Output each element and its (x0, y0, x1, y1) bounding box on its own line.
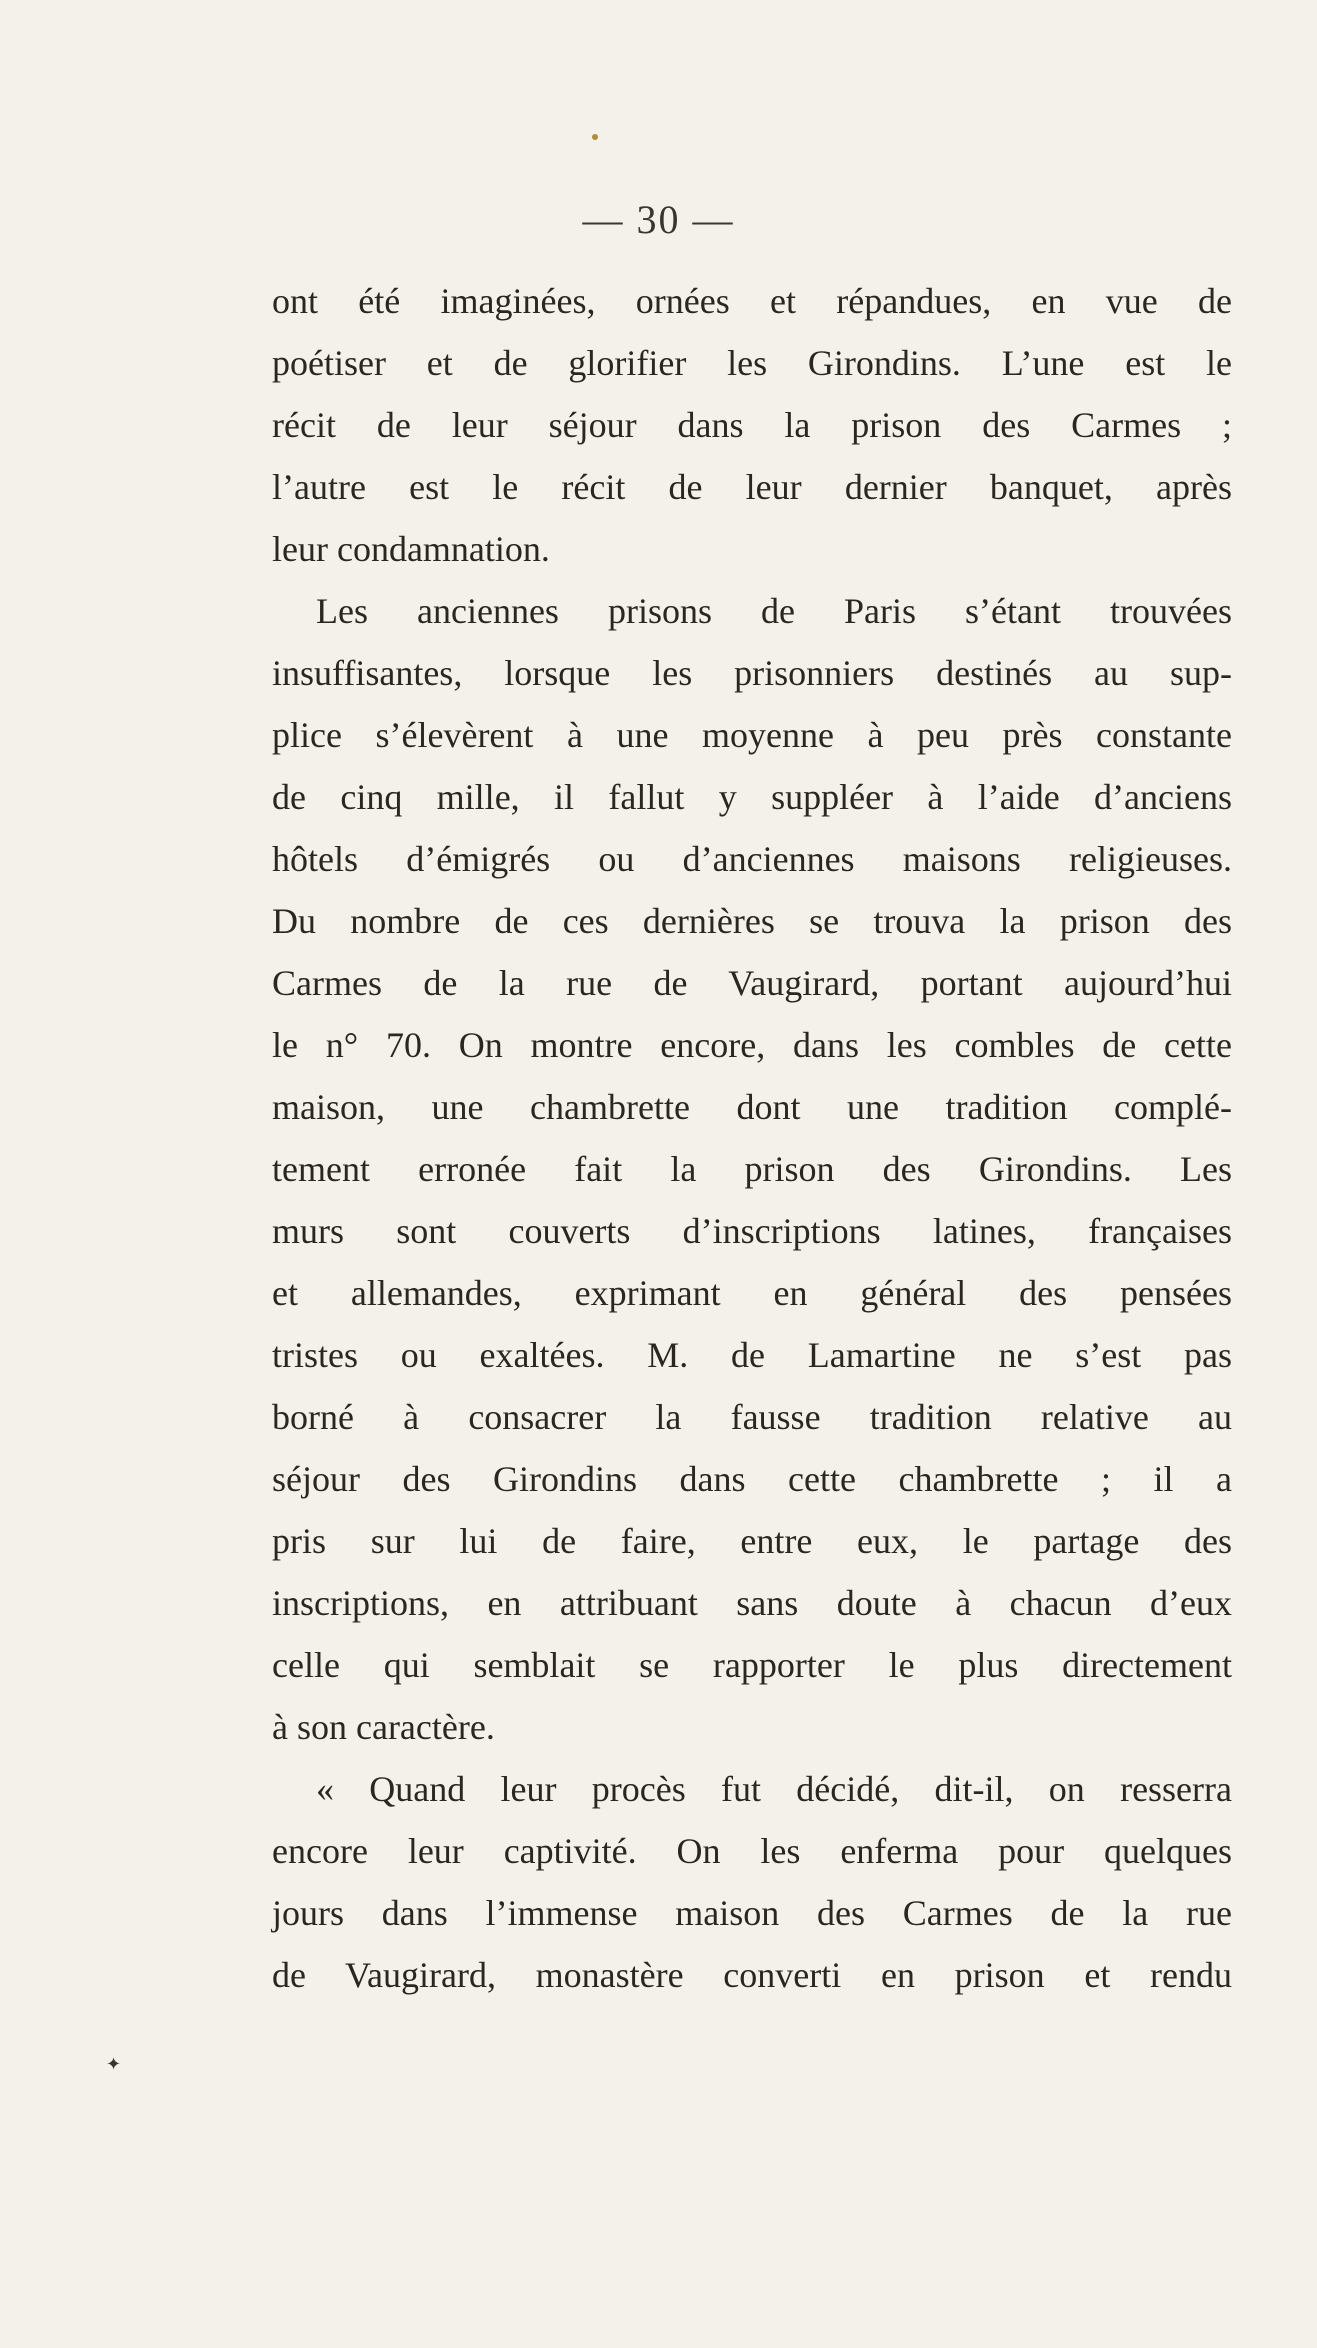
text-line: celle qui semblait se rapporter le plus directement (272, 1645, 1232, 1685)
text-line: le n° 70. On montre encore, dans les combles de cette (272, 1025, 1232, 1065)
text-line: de cinq mille, il fallut y suppléer à l’aide d’anciens (272, 777, 1232, 817)
text-line: jours dans l’immense maison des Carmes de la rue (272, 1893, 1232, 1933)
text-line: séjour des Girondins dans cette chambrette ; il a (272, 1459, 1232, 1499)
text-line: de Vaugirard, monastère converti en prison et rendu (272, 1955, 1232, 1995)
text-line: leur condamnation. (272, 529, 550, 569)
text-line: récit de leur séjour dans la prison des Carmes ; (272, 405, 1232, 445)
page-number: — 30 — (582, 197, 735, 242)
text-line: « Quand leur procès fut décidé, dit-il, on resserra (316, 1769, 1232, 1809)
ink-mark: ✦ (106, 2054, 122, 2074)
text-line: inscriptions, en attribuant sans doute à chacun d’eux (272, 1583, 1232, 1623)
text-line: tristes ou exaltées. M. de Lamartine ne s’est pas (272, 1335, 1232, 1375)
ink-speck (592, 134, 598, 140)
text-line: pris sur lui de faire, entre eux, le partage des (272, 1521, 1232, 1561)
text-line: plice s’élevèrent à une moyenne à peu près constante (272, 715, 1232, 755)
text-line: murs sont couverts d’inscriptions latines, françaises (272, 1211, 1232, 1251)
text-line: l’autre est le récit de leur dernier banquet, après (272, 467, 1232, 507)
text-line: poétiser et de glorifier les Girondins. L’une est le (272, 343, 1232, 383)
text-line: Carmes de la rue de Vaugirard, portant aujourd’hui (272, 963, 1232, 1003)
text-line: encore leur captivité. On les enferma pour quelques (272, 1831, 1232, 1871)
text-line: insuffisantes, lorsque les prisonniers destinés au sup- (272, 653, 1232, 693)
text-line: maison, une chambrette dont une tradition complé- (272, 1087, 1232, 1127)
text-line: et allemandes, exprimant en général des pensées (272, 1273, 1232, 1313)
text-line: borné à consacrer la fausse tradition relative au (272, 1397, 1232, 1437)
text-line: Les anciennes prisons de Paris s’étant trouvées (316, 591, 1232, 631)
text-line: tement erronée fait la prison des Girondins. Les (272, 1149, 1232, 1189)
text-line: à son caractère. (272, 1707, 495, 1747)
text-line: Du nombre de ces dernières se trouva la prison des (272, 901, 1232, 941)
text-line: ont été imaginées, ornées et répandues, en vue de (272, 281, 1232, 321)
text-line: hôtels d’émigrés ou d’anciennes maisons religieuses. (272, 839, 1232, 879)
body-text (272, 270, 1232, 2006)
